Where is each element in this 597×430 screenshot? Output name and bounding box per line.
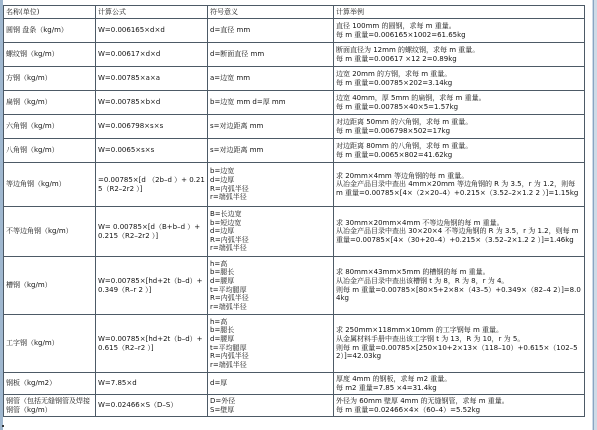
corner-dot	[2, 425, 4, 427]
cell-formula: W=7.85×d	[96, 373, 208, 395]
cell-formula: W=0.00785×b×d	[96, 91, 208, 115]
cell-symbol: d=断面直径 mm	[208, 43, 334, 67]
cell-symbol: a=边宽 mm	[208, 67, 334, 91]
cell-name: 扁钢（kg/m）	[4, 91, 96, 115]
cell-symbol: h=高 b=腿长 d=腰厚 t=平均腿厚 R=内弧半径 r=端弧半径	[208, 315, 334, 373]
table-row-steel-pipe	[4, 395, 585, 417]
cell-symbol: s=对边距离 mm	[208, 115, 334, 139]
cell-symbol: d=厚	[208, 373, 334, 395]
cell-name: 钢板（kg/m2）	[4, 373, 96, 395]
cell-name: 八角钢（kg/m）	[4, 139, 96, 163]
cell-symbol: B=长边宽 b=短边宽 d=边厚 R=内弧半径 r=端弧半径	[208, 207, 334, 257]
table-row-octagon-steel	[4, 139, 585, 163]
cell-name: 工字钢（kg/m）	[4, 315, 96, 373]
cell-formula: W=0.00785×[hd+2t（b–d）+0.349（R–r 2 ）]	[96, 257, 208, 315]
cell-name: 不等边角钢（kg/m）	[4, 207, 96, 257]
table-header-row	[4, 6, 585, 19]
cell-name: 钢管（包括无缝钢管及焊接钢管（kg/m）	[4, 395, 96, 417]
steel-weight-formula-table	[3, 5, 585, 417]
cell-example: 求 80mm×43mm×5mm 的槽钢的每 m 重量。 从冶金产品目录中查出该槽钢 t 为 8，R 为 8，r 为 4。 则每 m 重量=0.00785×[80×5+2×8×（43–5）+0.349×（82–4 2）]=8.04kg	[334, 257, 585, 315]
table-row-square-steel	[4, 67, 585, 91]
cell-symbol: b=边宽 mm d=厚 mm	[208, 91, 334, 115]
right-scrollbar-edge[interactable]	[592, 0, 597, 430]
table-row-rebar	[4, 43, 585, 67]
cell-example: 厚度 4mm 的钢板，求每 m2 重量。 每 m2 重量=7.85 ×4=31.4kg	[334, 373, 585, 395]
cell-example: 外径为 60mm 壁厚 4mm 的无缝钢管，求每 m 重量。 每 m 重量=0.02466×4×（60–4）=5.52kg	[334, 395, 585, 417]
header-formula: 计算公式	[96, 6, 208, 19]
cell-symbol: s=对边距离 mm	[208, 139, 334, 163]
cell-name: 等边角钢（kg/m）	[4, 163, 96, 207]
table-row-hexagon-steel	[4, 115, 585, 139]
cell-formula: W=0.00785×[hd+2t（b–d）+0.615（R2–r2 ）]	[96, 315, 208, 373]
cell-symbol: D=外径 S=壁厚	[208, 395, 334, 417]
cell-example: 求 20mm×4mm 等边角钢的每 m 重量。 从冶金产品目录中查出 4mm×20mm 等边角钢的 R 为 3.5，r 为 1.2，则每 m 重量=0.00785×[4×（2×20–4）+0.215×（3.52–2×1.2 2 ）]=1.15kg	[334, 163, 585, 207]
cell-example: 对边距离 50mm 的六角钢，求每 m 重量。 每 m 重量=0.006798×502=17kg	[334, 115, 585, 139]
cell-name: 槽钢（kg/m）	[4, 257, 96, 315]
cell-symbol: d=直径 mm	[208, 19, 334, 43]
table-row-channel	[4, 257, 585, 315]
cell-formula: W=0.006165×d×d	[96, 19, 208, 43]
table-row-i-beam	[4, 315, 585, 373]
cell-name: 六角钢（kg/m）	[4, 115, 96, 139]
cell-example: 求 250mm×118mm×10mm 的工字钢每 m 重量。 从金属材料手册中查出该工字钢 t 为 13，R 为 10，r 为 5。 则每 m 重量=0.00785×[250×10+2×13×（118–10）+0.615×（102–5 2）]=42.03kg	[334, 315, 585, 373]
cell-formula: W=0.02466×S（D–S）	[96, 395, 208, 417]
header-example: 计算举例	[334, 6, 585, 19]
cell-symbol: h=高 b=腿长 d=腰厚 t=平均腿厚 R=内弧半径 r=端弧半径	[208, 257, 334, 315]
cell-example: 断面直径为 12mm 的螺纹钢，求每 m 重量。 每 m 重量=0.00617 ×12 2=0.89kg	[334, 43, 585, 67]
table-row-steel-plate	[4, 373, 585, 395]
cell-example: 对边距离 80mm 的八角钢，求每 m 重量。 每 m 重量=0.0065×802=41.62kg	[334, 139, 585, 163]
header-symbol: 符号意义	[208, 6, 334, 19]
cell-formula: =0.00785×[d （2b–d ）+ 0.215（R2–2r2 ）]	[96, 163, 208, 207]
cell-formula: W=0.00617×d×d	[96, 43, 208, 67]
cell-name: 圆钢 盘条（kg/m）	[4, 19, 96, 43]
table-row-flat-steel	[4, 91, 585, 115]
table-row-unequal-angle	[4, 207, 585, 257]
cell-formula: W= 0.00785×[d（B+b–d ）+ 0.215（R2–2r2 ）]	[96, 207, 208, 257]
cell-formula: W=0.006798×s×s	[96, 115, 208, 139]
cell-symbol: b=边宽 d=边厚 R=内弧半径 r=端弧半径	[208, 163, 334, 207]
cell-name: 螺纹钢（kg/m）	[4, 43, 96, 67]
cell-example: 边宽 20mm 的方钢，求每 m 重量。 每 m 重量=0.00785×202=3.14kg	[334, 67, 585, 91]
cell-formula: W=0.0065×s×s	[96, 139, 208, 163]
header-name: 名称(单位)	[4, 6, 96, 19]
cell-name: 方钢（kg/m）	[4, 67, 96, 91]
cell-example: 直径 100mm 的圆钢，求每 m 重量。 每 m 重量=0.006165×1002=61.65kg	[334, 19, 585, 43]
table-row-equal-angle	[4, 163, 585, 207]
cell-formula: W=0.00785×a×a	[96, 67, 208, 91]
cell-example: 求 30mm×20mm×4mm 不等边角钢的每 m 重量。 从冶金产品目录中查出 30×20×4 不等边角钢的 R 为 3.5，r 为 1.2，则每 m 重量=0.00785×[4×（30+20–4）+0.215×（3.52–2×1.2 2 ）]=1.46kg	[334, 207, 585, 257]
table-row-round-steel	[4, 19, 585, 43]
cell-example: 边宽 40mm，厚 5mm 的扁钢，求每 m 重量。 每 m 重量=0.00785×40×5=1.57kg	[334, 91, 585, 115]
